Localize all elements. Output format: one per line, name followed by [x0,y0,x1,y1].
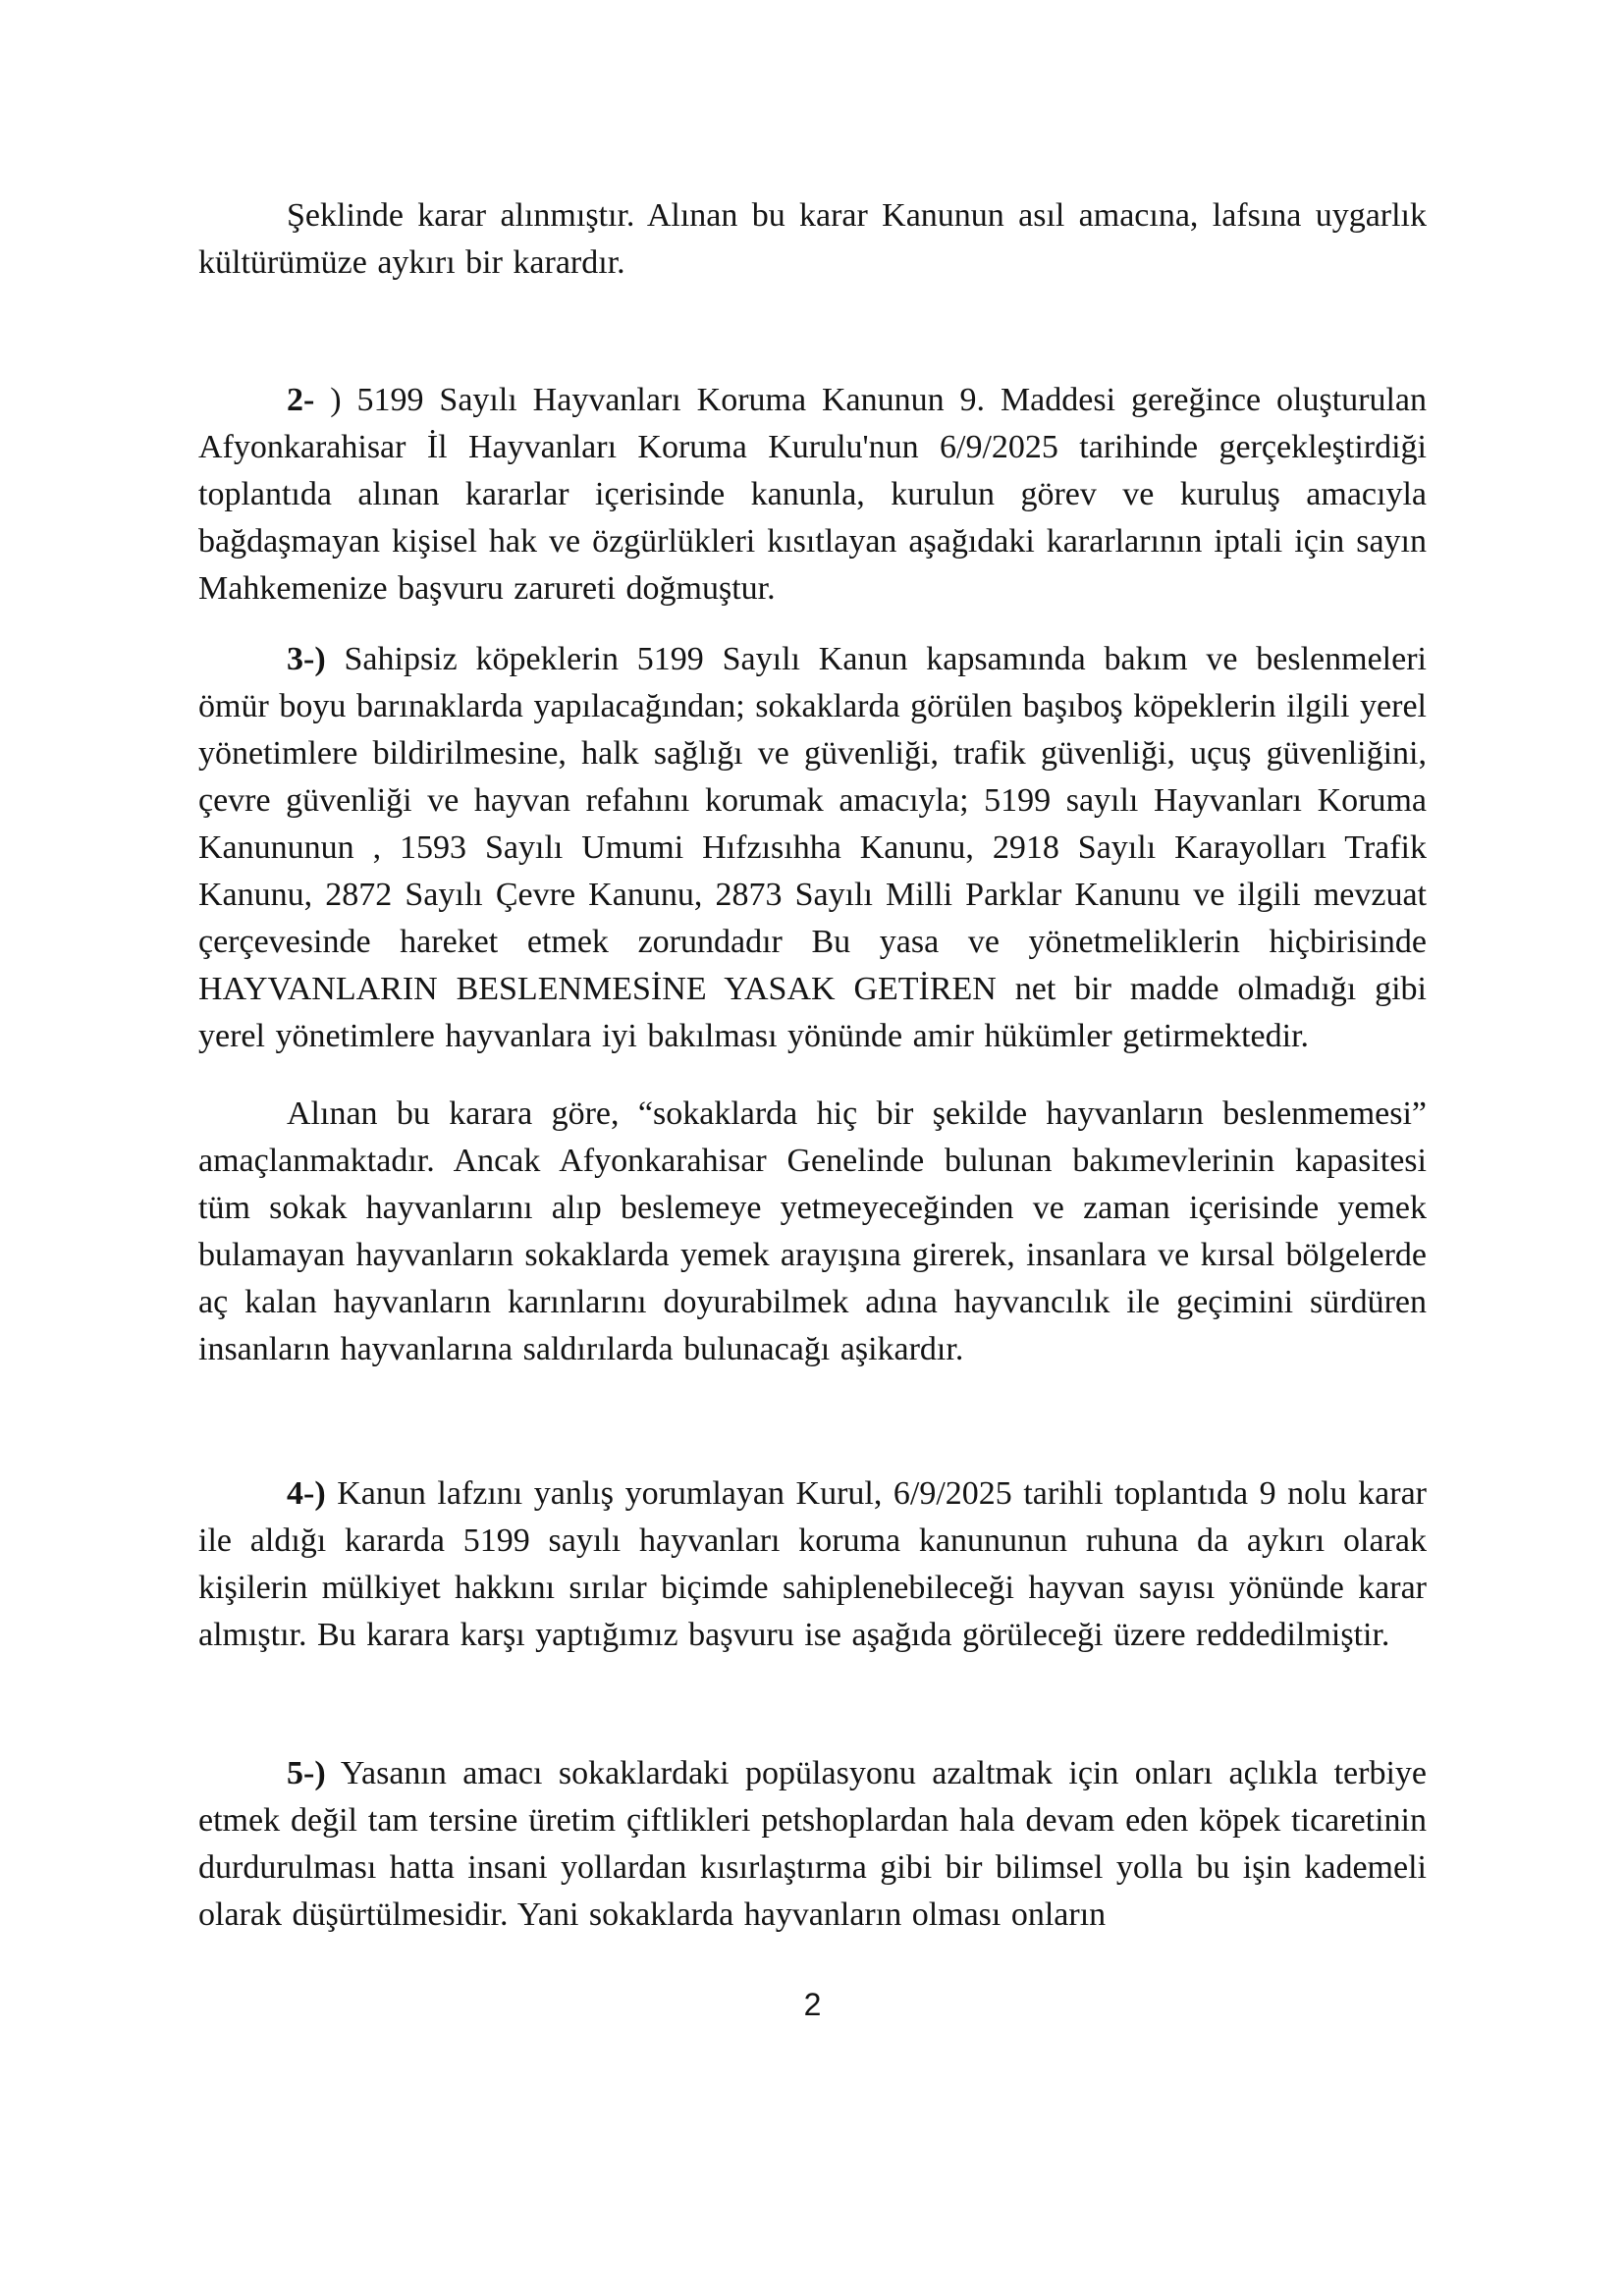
paragraph-number: 4-) [287,1475,326,1512]
paragraph-number: 5-) [287,1755,326,1791]
paragraph-4 [198,1470,1427,1659]
paragraph-number-separator: ) [314,382,357,418]
paragraph-number-separator [326,641,345,677]
paragraph-3-continuation [198,1091,1427,1373]
paragraph-text: Alınan bu karara göre, “sokaklarda hiç bir şekilde hayvanların beslenmemesi” amaçlanmaktadır. Ancak Afyonkarahisar Genelinde bulunan bakımevlerinin kapasitesi tüm sokak hayvanlarını alıp beslemeye yetmeyeceğinden ve zaman içerisinde yemek bulamayan hayvanların sokaklarda yemek arayışına girerek, insanlara ve kırsal bölgelerde aç kalan hayvanların karınlarını doyurabilmek adına hayvancılık ile geçimini sürdüren insanların hayvanlarına saldırılarda bulunacağı aşikardır. [198,1095,1427,1367]
paragraph-number: 2- [287,382,315,418]
paragraph-number: 3-) [287,641,326,677]
paragraph-5 [198,1750,1427,1939]
page-number: 2 [803,1987,822,2022]
paragraph-2 [198,377,1427,613]
paragraph-3 [198,636,1427,1060]
paragraph-number-separator [326,1755,341,1791]
paragraph-text: Kanun lafzını yanlış yorumlayan Kurul, 6/9/2025 tarihli toplantıda 9 nolu karar ile aldığı kararda 5199 sayılı hayvanları koruma kanununun ruhuna da aykırı olarak kişilerin mülkiyet hakkını sırılar biçimde sahiplenebileceği hayvan sayısı yönünde karar almıştır. Bu karara karşı yaptığımız başvuru ise aşağıda görüleceği üzere reddedilmiştir. [198,1475,1427,1653]
paragraph-text: 5199 Sayılı Hayvanları Koruma Kanunun 9. Maddesi gereğince oluşturulan Afyonkarahisar İl Hayvanları Koruma Kurulu'nun 6/9/2025 tarihinde gerçekleştirdiği toplantıda alınan kararlar içerisinde kanunla, kurulun görev ve kuruluş amacıyla bağdaşmayan kişisel hak ve özgürlükleri kısıtlayan aşağıdaki kararlarının iptali için sayın Mahkemenize başvuru zarureti doğmuştur. [198,382,1427,607]
paragraph-text: Şeklinde karar alınmıştır. Alınan bu karar Kanunun asıl amacına, lafsına uygarlık kültürümüze aykırı bir karardır. [198,197,1427,281]
paragraph-text: Sahipsiz köpeklerin 5199 Sayılı Kanun kapsamında bakım ve beslenmeleri ömür boyu barınaklarda yapılacağından; sokaklarda görülen başıboş köpeklerin ilgili yerel yönetimlere bildirilmesine, halk sağlığı ve güvenliği, trafik güvenliği, uçuş güvenliğini, çevre güvenliği ve hayvan refahını korumak amacıyla; 5199 sayılı Hayvanları Koruma Kanununun , 1593 Sayılı Umumi Hıfzısıhha Kanunu, 2918 Sayılı Karayolları Trafik Kanunu, 2872 Sayılı Çevre Kanunu, 2873 Sayılı Milli Parklar Kanunu ve ilgili mevzuat çerçevesinde hareket etmek zorundadır Bu yasa ve yönetmeliklerin hiçbirisinde HAYVANLARIN BESLENMESİNE YASAK GETİREN net bir madde olmadığı gibi yerel yönetimlere hayvanlara iyi bakılması yönünde amir hükümler getirmektedir. [198,641,1427,1054]
paragraph-text: Yasanın amacı sokaklardaki popülasyonu azaltmak için onları açlıkla terbiye etmek değil tam tersine üretim çiftlikleri petshoplardan hala devam eden köpek ticaretinin durdurulması hatta insani yollardan kısırlaştırma gibi bir bilimsel yolla bu işin kademeli olarak düşürtülmesidir. Yani sokaklarda hayvanların olması onların [198,1755,1427,1933]
paragraph-number-separator [326,1475,338,1512]
paragraph-intro [198,192,1427,287]
